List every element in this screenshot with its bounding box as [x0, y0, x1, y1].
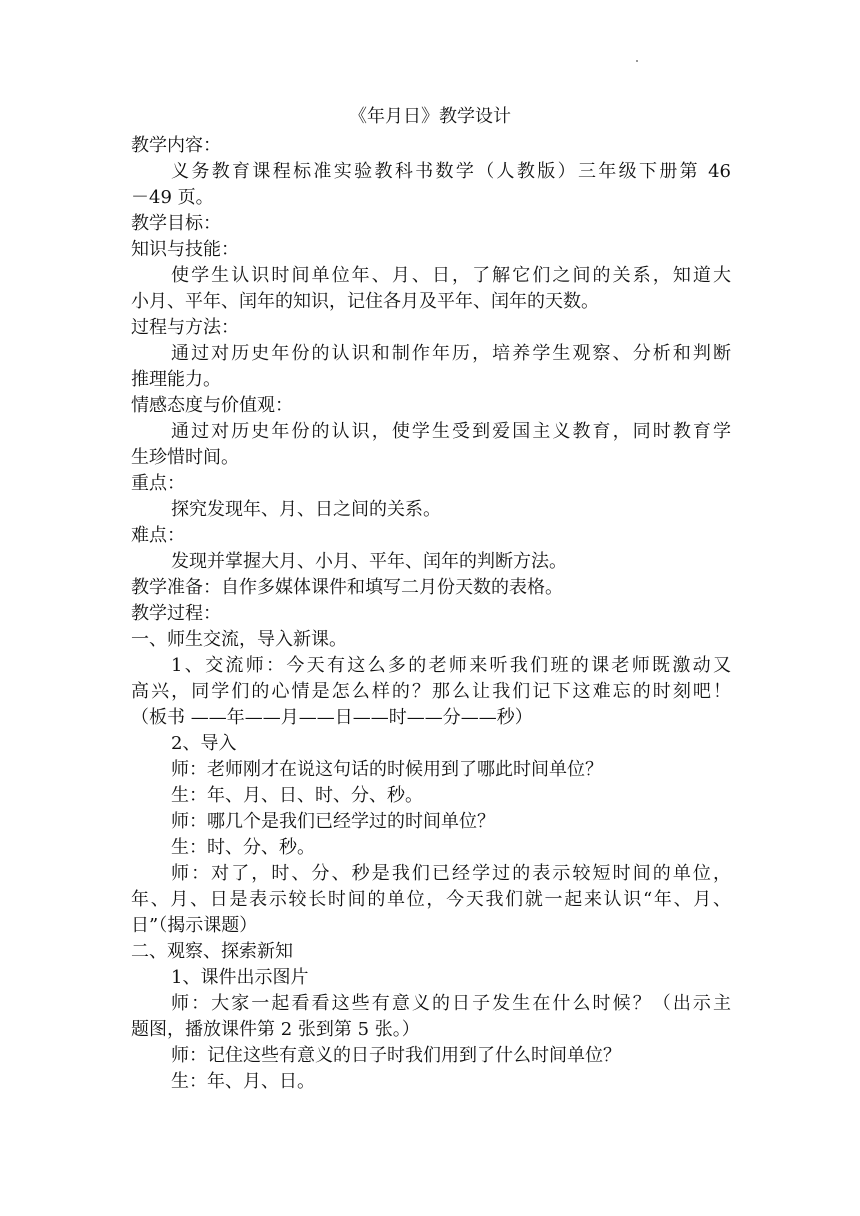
paragraph-line: 探究发现年、月、日之间的关系。 — [171, 499, 441, 520]
paragraph-line: －49 页。 — [131, 187, 214, 208]
paragraph-line: 年、月、日是表示较长时间的单位，今天我们就一起来认识“年、月、 — [131, 889, 731, 910]
paragraph-line: 通过对历史年份的认识和制作年历，培养学生观察、分析和判断 — [171, 343, 731, 364]
heading-knowledge-skills: 知识与技能： — [131, 239, 239, 260]
paragraph-line: 师：对了，时、分、秒是我们已经学过的表示较短时间的单位， — [171, 863, 731, 884]
heading-emotion-values: 情感态度与价值观： — [131, 395, 293, 416]
heading-process-method: 过程与方法： — [131, 317, 239, 338]
paragraph-line: 义务教育课程标准实验教科书数学（人教版）三年级下册第 46 — [171, 161, 731, 182]
paragraph-line: 日”（揭示课题） — [131, 915, 258, 936]
heading-teaching-content: 教学内容： — [131, 135, 221, 156]
page-dot-mark — [636, 60, 638, 62]
paragraph-line: 推理能力。 — [131, 369, 221, 390]
paragraph-line: 师：记住这些有意义的日子时我们用到了什么时间单位？ — [171, 1045, 621, 1066]
heading-difficulty: 难点： — [131, 525, 185, 546]
paragraph-line: 生：时、分、秒。 — [171, 837, 315, 858]
document-title: 《年月日》教学设计 — [349, 106, 511, 127]
heading-key-point: 重点： — [131, 473, 185, 494]
paragraph-line: 生珍惜时间。 — [131, 447, 239, 468]
heading-teaching-process: 教学过程： — [131, 603, 221, 624]
paragraph-line: 2、导入 — [171, 733, 237, 754]
paragraph-line: 师：哪几个是我们已经学过的时间单位？ — [171, 811, 495, 832]
paragraph-line: 小月、平年、闰年的知识，记住各月及平年、闰年的天数。 — [131, 291, 599, 312]
paragraph-line: 生：年、月、日、时、分、秒。 — [171, 785, 423, 806]
paragraph-line: 1、交流师：今天有这么多的老师来听我们班的课老师既激动又 — [171, 655, 731, 676]
paragraph-line: 生：年、月、日。 — [171, 1071, 315, 1092]
paragraph-line: 1、课件出示图片 — [171, 967, 309, 988]
paragraph-line: 题图，播放课件第 2 张到第 5 张。） — [131, 1019, 420, 1040]
paragraph-line: （板书 ——年——月——日——时——分——秒） — [131, 707, 533, 728]
paragraph-line: 发现并掌握大月、小月、平年、闰年的判断方法。 — [171, 551, 567, 572]
teaching-preparation: 教学准备：自作多媒体课件和填写二月份天数的表格。 — [131, 577, 563, 598]
section-heading-one: 一、师生交流，导入新课。 — [131, 629, 347, 650]
paragraph-line: 师：大家一起看看这些有意义的日子发生在什么时候？（出示主 — [171, 993, 731, 1014]
paragraph-line: 使学生认识时间单位年、月、日，了解它们之间的关系，知道大 — [171, 265, 731, 286]
section-heading-two: 二、观察、探索新知 — [131, 941, 293, 962]
paragraph-line: 师：老师刚才在说这句话的时候用到了哪此时间单位？ — [171, 759, 603, 780]
paragraph-line: 高兴，同学们的心情是怎么样的？那么让我们记下这难忘的时刻吧！ — [131, 681, 731, 702]
paragraph-line: 通过对历史年份的认识，使学生受到爱国主义教育，同时教育学 — [171, 421, 731, 442]
heading-teaching-goals: 教学目标： — [131, 213, 221, 234]
